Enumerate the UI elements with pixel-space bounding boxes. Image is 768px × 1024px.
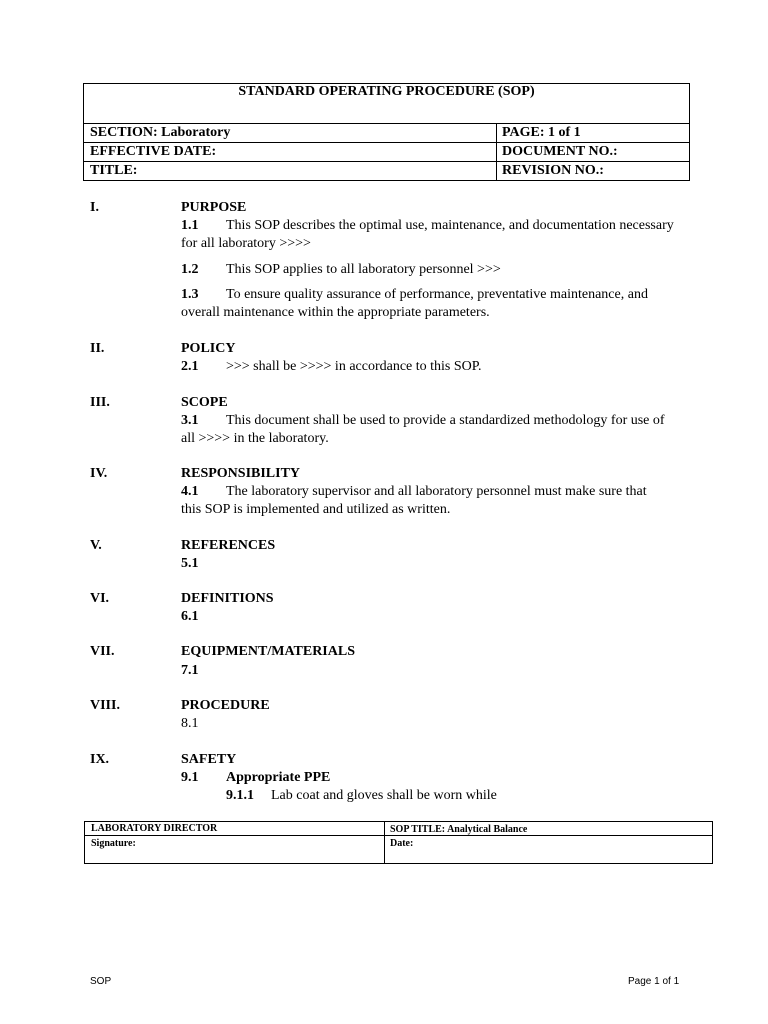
- date-label: Date:: [390, 838, 414, 849]
- purpose-1-3: [181, 287, 648, 303]
- sop-title-label: SOP TITLE: Analytical Balance: [390, 824, 528, 835]
- signature-label: Signature:: [91, 838, 136, 849]
- section-heading-safety: SAFETY: [181, 752, 237, 767]
- item-text: >>> shall be >>>> in accordance to this SOP.: [226, 359, 482, 374]
- item-number: 6.1: [181, 609, 199, 624]
- sop-header-table: [83, 83, 690, 181]
- item-number: 9.1: [181, 770, 199, 785]
- item-heading: Appropriate PPE: [226, 770, 331, 785]
- header-row-section: [84, 124, 689, 143]
- definitions-6-1: [181, 609, 199, 625]
- approval-table: [84, 821, 713, 864]
- document-no-label: DOCUMENT NO.:: [502, 144, 618, 159]
- section-heading-purpose: PURPOSE: [181, 200, 247, 215]
- item-number: 1.1: [181, 218, 199, 233]
- effective-date-label: EFFECTIVE DATE:: [90, 144, 217, 159]
- safety-9-1-1: [226, 788, 497, 804]
- item-number: 5.1: [181, 556, 199, 571]
- item-text: This SOP describes the optimal use, maintenance, and documentation necessary: [226, 218, 674, 233]
- references-5-1: [181, 556, 199, 572]
- item-text: This SOP applies to all laboratory personnel >>>: [226, 262, 501, 277]
- revision-no-label: REVISION NO.:: [502, 163, 604, 178]
- item-number: 2.1: [181, 359, 199, 374]
- item-number: 3.1: [181, 413, 199, 428]
- purpose-1-1: [181, 218, 674, 234]
- section-heading-definitions: DEFINITIONS: [181, 591, 274, 606]
- section-number-9: IX.: [90, 752, 110, 767]
- purpose-1-2: [181, 262, 501, 278]
- section-heading-procedure: PROCEDURE: [181, 698, 270, 713]
- section-number-7: VII.: [90, 644, 115, 659]
- section-number-3: III.: [90, 395, 110, 410]
- page-footer-left: SOP: [90, 976, 112, 987]
- section-heading-equipment: EQUIPMENT/MATERIALS: [181, 644, 355, 659]
- item-text: To ensure quality assurance of performance, preventative maintenance, and: [226, 287, 648, 302]
- section-number-6: VI.: [90, 591, 110, 606]
- section-heading-responsibility: RESPONSIBILITY: [181, 466, 301, 481]
- section-number-8: VIII.: [90, 698, 120, 713]
- section-label: SECTION: Laboratory: [90, 125, 231, 140]
- approval-divider: [384, 822, 385, 863]
- procedure-8-1: 8.1: [181, 716, 199, 731]
- equipment-7-1: [181, 663, 199, 679]
- header-row-effective-date: [84, 143, 689, 162]
- approval-row-1: [85, 822, 712, 836]
- purpose-1-3-cont: overall maintenance within the appropriate parameters.: [181, 305, 490, 320]
- header-row-title: [84, 162, 689, 181]
- sop-title: STANDARD OPERATING PROCEDURE (SOP): [84, 84, 689, 124]
- section-number-4: IV.: [90, 466, 108, 481]
- header-divider: [496, 124, 497, 181]
- item-text: Lab coat and gloves shall be worn while: [271, 788, 497, 803]
- item-number: 1.2: [181, 262, 199, 277]
- item-text: The laboratory supervisor and all laboratory personnel must make sure that: [226, 484, 647, 499]
- scope-3-1-cont: all >>>> in the laboratory.: [181, 431, 329, 446]
- page-footer-right: Page 1 of 1: [628, 976, 680, 987]
- item-number: 9.1.1: [226, 788, 254, 803]
- page-label: PAGE: 1 of 1: [502, 125, 581, 140]
- item-text: This document shall be used to provide a standardized methodology for use of: [226, 413, 665, 428]
- policy-2-1: [181, 359, 482, 375]
- section-heading-references: REFERENCES: [181, 538, 276, 553]
- item-number: 4.1: [181, 484, 199, 499]
- purpose-1-1-cont: for all laboratory >>>>: [181, 236, 311, 251]
- scope-3-1: [181, 413, 665, 429]
- responsibility-4-1-cont: this SOP is implemented and utilized as written.: [181, 502, 451, 517]
- section-number-2: II.: [90, 341, 105, 356]
- section-number-5: V.: [90, 538, 102, 553]
- laboratory-director-label: LABORATORY DIRECTOR: [91, 823, 218, 834]
- item-number: 7.1: [181, 663, 199, 678]
- responsibility-4-1: [181, 484, 647, 500]
- title-label: TITLE:: [90, 163, 138, 178]
- item-number: 1.3: [181, 287, 199, 302]
- section-number-1: I.: [90, 200, 99, 215]
- section-heading-policy: POLICY: [181, 341, 236, 356]
- section-heading-scope: SCOPE: [181, 395, 228, 410]
- safety-9-1: [181, 770, 331, 786]
